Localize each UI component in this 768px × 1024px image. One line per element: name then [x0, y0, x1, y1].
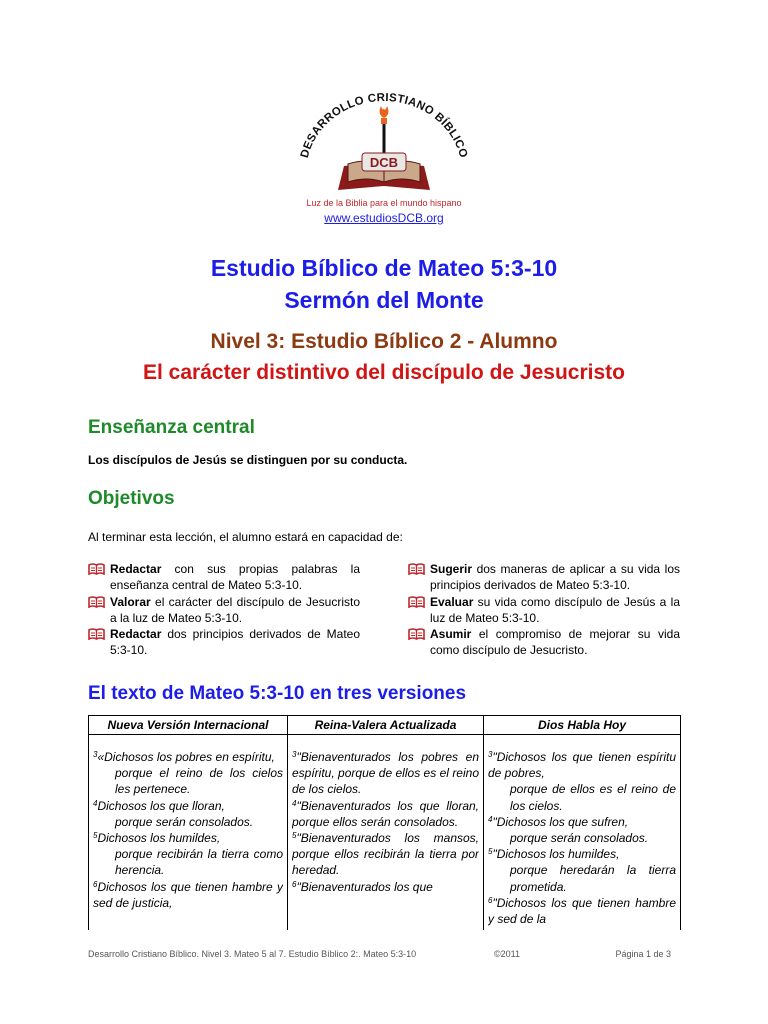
verse-number: 5 — [488, 847, 493, 857]
objective-text: su vida como discípulo de Jesús a la luz de Mateo 5:3-10. — [430, 594, 680, 625]
book-icon — [408, 596, 425, 608]
level-heading: Nivel 3: Estudio Bíblico 2 - Alumno — [210, 330, 558, 353]
objective-item — [88, 561, 360, 594]
site-link[interactable]: www.estudiosDCB.org — [324, 211, 444, 225]
column-header-rva: Reina-Valera Actualizada — [288, 716, 484, 735]
verse: $^5$"Dichosos los humildes, — [488, 847, 620, 862]
versions-table — [88, 715, 681, 930]
objective-text: dos principios derivados de Mateo 5:3-10. — [110, 627, 360, 658]
objective-verb: Valorar — [110, 594, 151, 609]
objectives-intro: Al terminar esta lección, el alumno estará en capacidad de: — [88, 530, 403, 544]
book-icon — [88, 563, 105, 575]
objective-item — [408, 561, 680, 594]
objective-verb: Evaluar — [430, 594, 474, 609]
verse: $^4$Dichosos los que lloran, — [93, 798, 225, 813]
column-header-nvi: Nueva Versión Internacional — [89, 716, 288, 735]
footer-source: Desarrollo Cristiano Bíblico. Nivel 3. Mateo 5 al 7. Estudio Bíblico 2:. Mateo 5:3-10 — [88, 949, 417, 959]
verse: $^6$Dichosos los que tienen hambre y sed de justicia, — [93, 879, 283, 910]
objective-verb: Redactar — [110, 627, 162, 642]
verse: $^4$"Dichosos los que sufren, — [488, 814, 629, 829]
verse-continuation: porque serán consolados. — [115, 814, 254, 829]
verse: $^3$"Dichosos los que tienen espíritu de pobres, — [488, 750, 676, 781]
verse-number: 3 — [488, 750, 493, 759]
versions-heading: El texto de Mateo 5:3-10 en tres versiones — [88, 683, 467, 704]
verse-number: 6 — [93, 879, 98, 889]
page-title: Estudio Bíblico de Mateo 5:3-10 — [210, 255, 558, 281]
book-icon — [88, 596, 105, 608]
objective-text: dos maneras de aplicar a su vida los principios derivados de Mateo 5:3-10. — [430, 562, 680, 593]
dhh-text-cell — [488, 735, 676, 930]
nvi-text-cell — [93, 735, 283, 930]
logo-badge: DCB — [369, 155, 399, 170]
objectives-right-column — [408, 561, 680, 659]
verse-number: 4 — [292, 798, 297, 808]
objective-verb: Asumir — [430, 627, 472, 642]
verse-number: 6 — [488, 895, 493, 905]
verse-number: 3 — [93, 750, 98, 759]
verse: $^4$"Bienaventurados los que lloran, porque ellos serán consolados. — [292, 798, 479, 829]
central-teaching-text: Los discípulos de Jesús se distinguen por su conducta. — [88, 453, 408, 467]
objective-verb: Sugerir — [430, 562, 473, 576]
verse: $^3$«Dichosos los pobres en espíritu, — [93, 750, 275, 764]
verse-continuation: porque serán consolados. — [510, 831, 649, 846]
verse-number: 3 — [292, 750, 297, 759]
verse-continuation: porque heredarán la tierra prometida. — [510, 863, 676, 894]
book-icon — [408, 563, 425, 575]
verse: $^6$"Dichosos los que tienen hambre y sed de la — [488, 895, 676, 927]
verse-number: 4 — [93, 798, 98, 808]
book-icon — [88, 628, 105, 640]
objectives-left-column — [88, 561, 360, 659]
study-title: El carácter distintivo del discípulo de Jesucristo — [143, 361, 625, 384]
objective-item — [88, 626, 360, 659]
objectives-heading: Objetivos — [88, 488, 175, 509]
objective-verb: Redactar — [110, 562, 162, 576]
verse: $^3$"Bienaventurados los pobres en espíritu, porque de ellos es el reino de los cielos. — [292, 750, 479, 797]
footer-copyright: ©2011 — [494, 949, 520, 959]
verse-number: 5 — [292, 831, 297, 841]
central-teaching-heading: Enseñanza central — [88, 417, 255, 438]
objective-text: con sus propias palabras la enseñanza central de Mateo 5:3-10. — [110, 562, 360, 593]
rva-text-cell — [292, 735, 479, 930]
logo-tagline: Luz de la Biblia para el mundo hispano — [306, 198, 462, 208]
page-subtitle: Sermón del Monte — [284, 287, 484, 313]
objective-item — [408, 626, 680, 659]
verse: $^5$"Bienaventurados los mansos, porque ellos recibirán la tierra por heredad. — [292, 831, 479, 878]
verse: $^5$Dichosos los humildes, — [93, 831, 221, 846]
verse-continuation: porque el reino de los cielos les pertenece. — [115, 766, 283, 797]
objective-item — [88, 594, 360, 627]
objective-text: el carácter del discípulo de Jesucristo a la luz de Mateo 5:3-10. — [110, 594, 360, 625]
verse: $^6$"Bienaventurados los que — [292, 879, 433, 894]
verse-number: 5 — [93, 831, 98, 841]
verse-number: 6 — [292, 879, 297, 889]
verse-continuation: porque de ellos es el reino de los cielos. — [510, 782, 676, 813]
footer-page-number: Página 1 de 3 — [615, 949, 671, 959]
book-icon — [408, 628, 425, 640]
logo-arc-text: DESARROLLO CRISTIANO BÍBLICO — [298, 91, 470, 160]
verse-continuation: porque recibirán la tierra como herencia. — [115, 847, 283, 878]
verse-number: 4 — [488, 814, 493, 824]
column-header-dhh: Dios Habla Hoy — [484, 716, 681, 735]
objective-item — [408, 594, 680, 627]
objective-text: el compromiso de mejorar su vida como discípulo de Jesucristo. — [430, 627, 680, 658]
